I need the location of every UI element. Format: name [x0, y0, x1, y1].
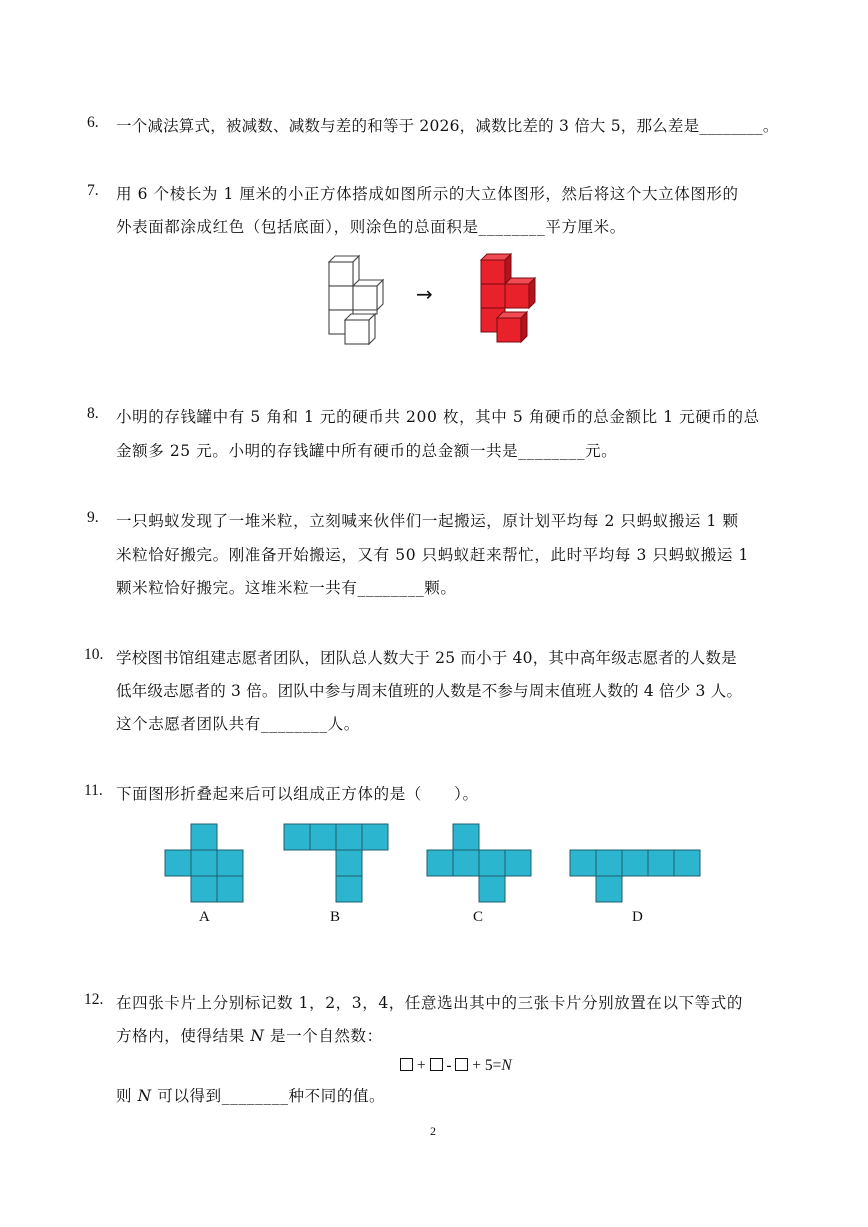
option-b-label: B — [330, 909, 341, 925]
eq-minus: - — [442, 1057, 456, 1074]
eq-plus-2: + 5= — [468, 1057, 502, 1074]
q12-line3-part2: 可以得到________种不同的值。 — [151, 1087, 386, 1105]
q9-text-line2: 米粒恰好搬完。刚准备开始搬运，又有 50 只蚂蚁赶来帮忙，此时平均每 3 只蚂蚁搬运 1 — [116, 546, 749, 564]
q11-text: 下面图形折叠起来后可以组成正方体的是（ ）。 — [116, 785, 479, 803]
arrow-icon: → — [416, 282, 433, 306]
q10-text-line1: 学校图书馆组建志愿者团队，团队总人数大于 25 而小于 40，其中高年级志愿者的人数是 — [116, 649, 737, 667]
cube-net-option-b — [283, 823, 389, 903]
page-number: 2 — [430, 1124, 436, 1138]
q12-text-line3 — [116, 1084, 385, 1106]
option-d-label: D — [632, 909, 643, 925]
q12-line3-variable: N — [137, 1087, 152, 1105]
option-a-label: A — [199, 909, 210, 925]
q12-text-line2 — [116, 1024, 383, 1046]
white-cube-stack-figure — [323, 250, 393, 350]
q7-text-line2: 外表面都涂成红色（包括底面），则涂色的总面积是________平方厘米。 — [116, 218, 626, 236]
q6-text: 一个减法算式，被减数、减数与差的和等于 2026，减数比差的 3 倍大 5，那么差是________。 — [116, 117, 779, 135]
q8-text-line2: 金额多 25 元。小明的存钱罐中所有硬币的总金额一共是________元。 — [116, 442, 618, 460]
q9-number: 9. — [87, 509, 99, 526]
eq-variable: N — [501, 1057, 512, 1074]
q9-text-line1: 一只蚂蚁发现了一堆米粒，立刻喊来伙伴们一起搬运，原计划平均每 2 只蚂蚁搬运 1 颗 — [116, 512, 739, 530]
card-box-3 — [455, 1058, 468, 1071]
card-box-2 — [430, 1058, 443, 1071]
option-c-label: C — [473, 909, 484, 925]
q10-text-line2: 低年级志愿者的 3 倍。团队中参与周末值班的人数是不参与周末值班人数的 4 倍少 3 人。 — [116, 682, 743, 700]
q7-number: 7. — [87, 182, 99, 199]
q12-line2-variable: N — [250, 1027, 265, 1045]
q12-line2-part1: 方格内，使得结果 — [116, 1027, 251, 1045]
cube-net-option-a — [164, 823, 244, 903]
q6-number: 6. — [87, 114, 99, 131]
card-box-1 — [400, 1058, 413, 1071]
cube-net-option-d — [569, 849, 701, 903]
q8-text-line1: 小明的存钱罐中有 5 角和 1 元的硬币共 200 枚，其中 5 角硬币的总金额比 1 元硬币的总 — [116, 408, 760, 426]
q12-equation — [400, 1057, 512, 1075]
q11-number: 11. — [84, 782, 103, 799]
q9-text-line3: 颗米粒恰好搬完。这堆米粒一共有________颗。 — [116, 579, 457, 597]
q7-text-line1: 用 6 个棱长为 1 厘米的小正方体搭成如图所示的大立体图形，然后将这个大立体图形的 — [116, 185, 739, 203]
red-cube-stack-figure — [475, 248, 545, 348]
q10-text-line3: 这个志愿者团队共有________人。 — [116, 715, 360, 733]
q12-text-line1: 在四张卡片上分别标记数 1，2，3，4，任意选出其中的三张卡片分别放置在以下等式的 — [116, 994, 743, 1012]
q12-line3-part1: 则 — [116, 1087, 138, 1105]
cube-net-option-c — [426, 823, 532, 903]
q12-line2-part2: 是一个自然数： — [264, 1027, 383, 1045]
q8-number: 8. — [87, 405, 99, 422]
eq-plus-1: + — [413, 1057, 430, 1074]
q10-number: 10. — [84, 646, 104, 663]
q12-number: 12. — [84, 991, 104, 1008]
